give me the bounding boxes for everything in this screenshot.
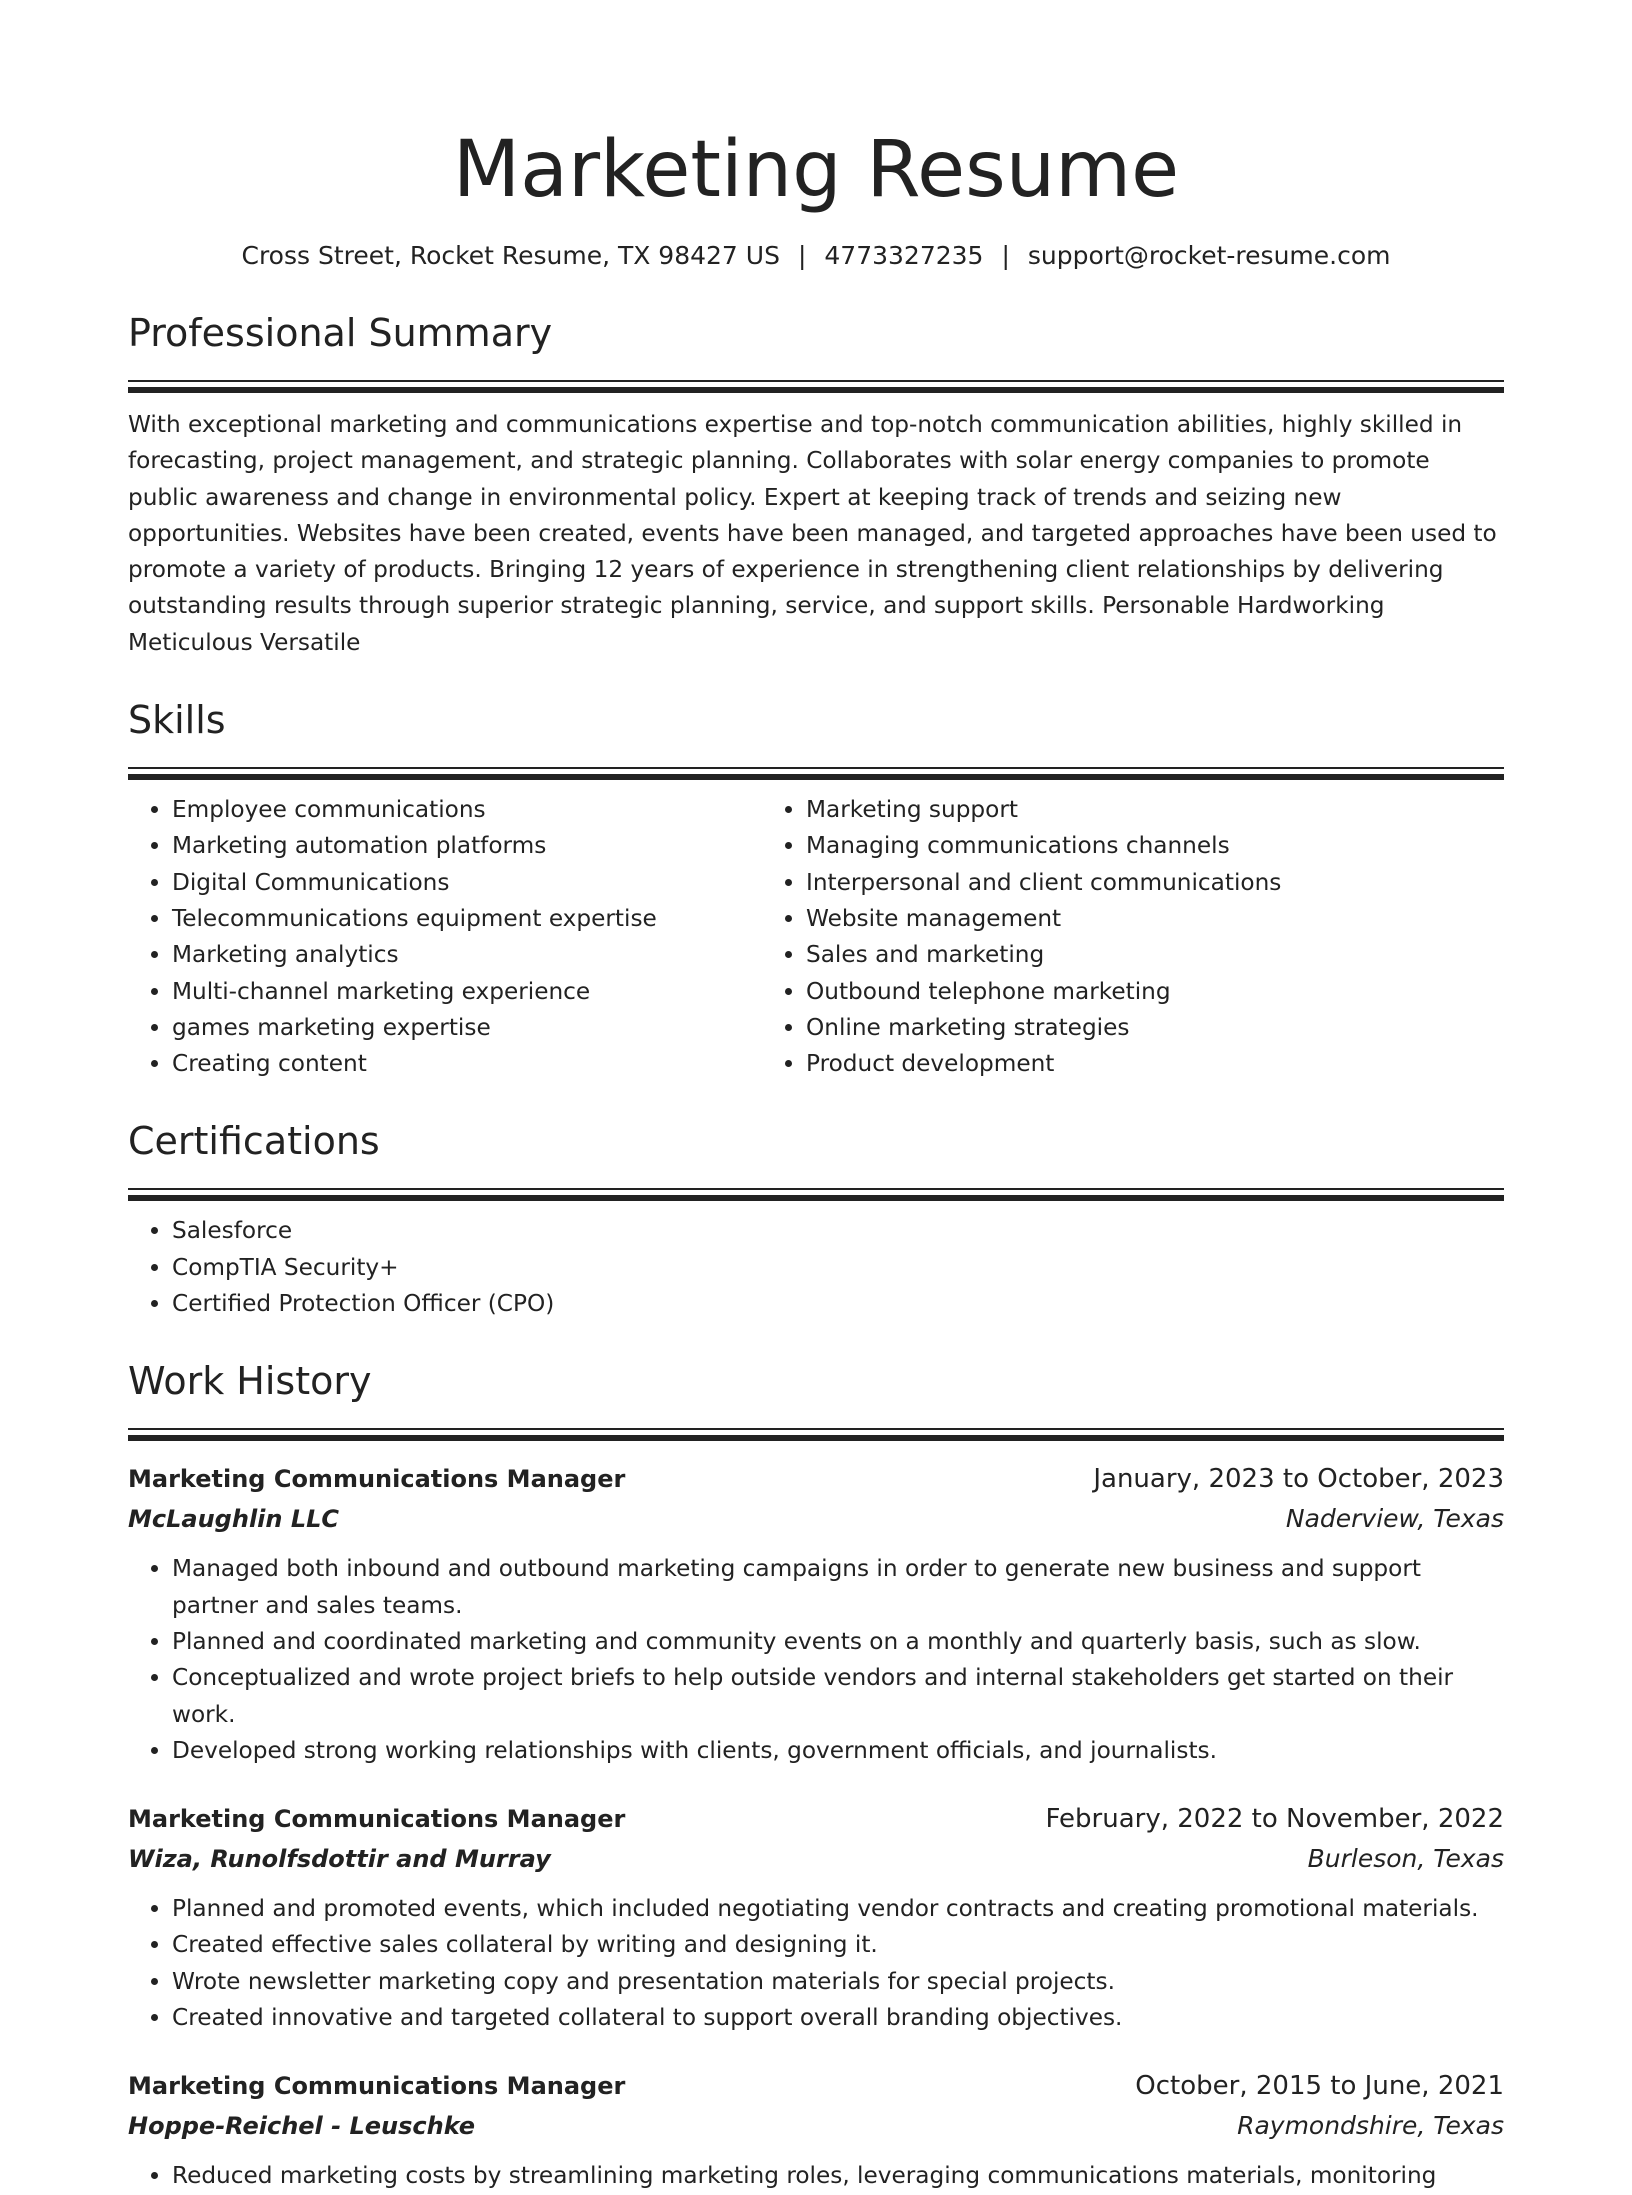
job-title: Marketing Communications Manager (128, 1465, 626, 1494)
job-bullets (128, 2158, 1504, 2194)
job-location: Naderview, Texas (1285, 1504, 1504, 1534)
job-bullet: • Created effective sales collateral by writing and designing it. (172, 1927, 1504, 1963)
job-bullets (128, 1891, 1504, 2036)
certification-item: • Salesforce (172, 1213, 1504, 1249)
section-rule (128, 1428, 1504, 1441)
resume-name: Marketing Resume (452, 125, 1180, 215)
job-company: Wiza, Runolfsdottir and Murray (128, 1845, 551, 1874)
certifications-section (128, 1116, 1504, 1322)
skill-item: • Interpersonal and client communications (806, 865, 1281, 901)
job-entry (128, 1459, 1504, 1769)
section-title-work: Work History (128, 1359, 372, 1404)
skill-item: • Product development (806, 1046, 1281, 1082)
job-bullet: • Wrote newsletter marketing copy and presentation materials for special projects. (172, 1964, 1504, 2000)
skills-section (128, 695, 1504, 1082)
certification-item: • CompTIA Security+ (172, 1250, 1504, 1286)
work-section (128, 1356, 1504, 2194)
section-title-skills: Skills (128, 698, 226, 743)
section-rule (128, 380, 1504, 393)
contact-separator: | (797, 241, 807, 270)
job-dates: January, 2023 to October, 2023 (1093, 1464, 1504, 1495)
skills-list-left (128, 792, 762, 1082)
job-subheader (128, 2106, 1504, 2146)
skill-item: • Marketing automation platforms (172, 828, 762, 864)
job-company: McLaughlin LLC (128, 1505, 340, 1534)
job-dates: October, 2015 to June, 2021 (1135, 2071, 1504, 2102)
skill-item: • Creating content (172, 1046, 762, 1082)
certifications-list (128, 1213, 1504, 1322)
job-subheader (128, 1839, 1504, 1879)
job-title: Marketing Communications Manager (128, 1805, 626, 1834)
job-company: Hoppe-Reichel - Leuschke (128, 2112, 476, 2141)
job-location: Raymondshire, Texas (1237, 2111, 1504, 2141)
job-header (128, 1799, 1504, 1839)
job-bullet: • Reduced marketing costs by streamlining marketing roles, leveraging communications materials, monitoring (172, 2158, 1504, 2194)
job-header (128, 2066, 1504, 2106)
contact-separator: | (1001, 241, 1010, 270)
skill-item: • Marketing support (806, 792, 1281, 828)
summary-section (128, 308, 1504, 661)
contact-phone: 4773327235 (824, 241, 984, 270)
job-location: Burleson, Texas (1307, 1844, 1504, 1874)
skill-item: • Telecommunications equipment expertise (172, 901, 762, 937)
contact-email: support@rocket-resume.com (1027, 241, 1391, 270)
skill-item: • Managing communications channels (806, 828, 1281, 864)
skill-item: • Online marketing strategies (806, 1010, 1281, 1046)
job-bullet: • Conceptualized and wrote project briefs to help outside vendors and internal stakeholders get started on their work. (172, 1660, 1504, 1733)
job-title: Marketing Communications Manager (128, 2072, 626, 2101)
skill-item: • Employee communications (172, 792, 762, 828)
contact-address: Cross Street, Rocket Resume, TX 98427 US (241, 241, 780, 270)
skills-list-right (762, 792, 1281, 1082)
job-bullet: • Planned and coordinated marketing and community events on a monthly and quarterly basis, such as slow. (172, 1624, 1504, 1660)
skill-item: • games marketing expertise (172, 1010, 762, 1046)
section-rule (128, 1188, 1504, 1201)
contact-line (128, 238, 1504, 274)
skill-item: • Digital Communications (172, 865, 762, 901)
job-bullet: • Managed both inbound and outbound marketing campaigns in order to generate new business and support partner and sales teams. (172, 1551, 1504, 1624)
job-dates: February, 2022 to November, 2022 (1045, 1804, 1504, 1835)
skill-item: • Website management (806, 901, 1281, 937)
section-rule (128, 767, 1504, 780)
job-subheader (128, 1499, 1504, 1539)
summary-text: With exceptional marketing and communications expertise and top-notch communication abilities, highly skilled in forecasting, project management, and strategic planning. Collaborates with solar energy companies to promote public awareness and change in environmental policy. Expert at keeping track of trends and seizing new opportunities. Websites have been created, events have been managed, and targeted approaches have been used to promote a variety of products. Bringing 12 years of experience in strengthening client relationships by delivering outstanding results through superior strategic planning, service, and support skills. Personable Hardworking Meticulous Versatile (128, 411, 1497, 656)
certification-item: • Certified Protection Officer (CPO) (172, 1286, 1504, 1322)
skill-item: • Outbound telephone marketing (806, 974, 1281, 1010)
job-bullet: • Developed strong working relationships with clients, government officials, and journalists. (172, 1733, 1504, 1769)
section-title-summary: Professional Summary (128, 311, 553, 355)
job-bullet: • Planned and promoted events, which included negotiating vendor contracts and creating promotional materials. (172, 1891, 1504, 1927)
job-entry (128, 2066, 1504, 2194)
job-header (128, 1459, 1504, 1499)
job-bullets (128, 1551, 1504, 1769)
job-bullet: • Created innovative and targeted collateral to support overall branding objectives. (172, 2000, 1504, 2036)
skill-item: • Marketing analytics (172, 937, 762, 973)
skill-item: • Sales and marketing (806, 937, 1281, 973)
skill-item: • Multi-channel marketing experience (172, 974, 762, 1010)
job-entry (128, 1799, 1504, 2036)
section-title-certifications: Certifications (128, 1119, 380, 1164)
skills-grid (128, 792, 1504, 1082)
